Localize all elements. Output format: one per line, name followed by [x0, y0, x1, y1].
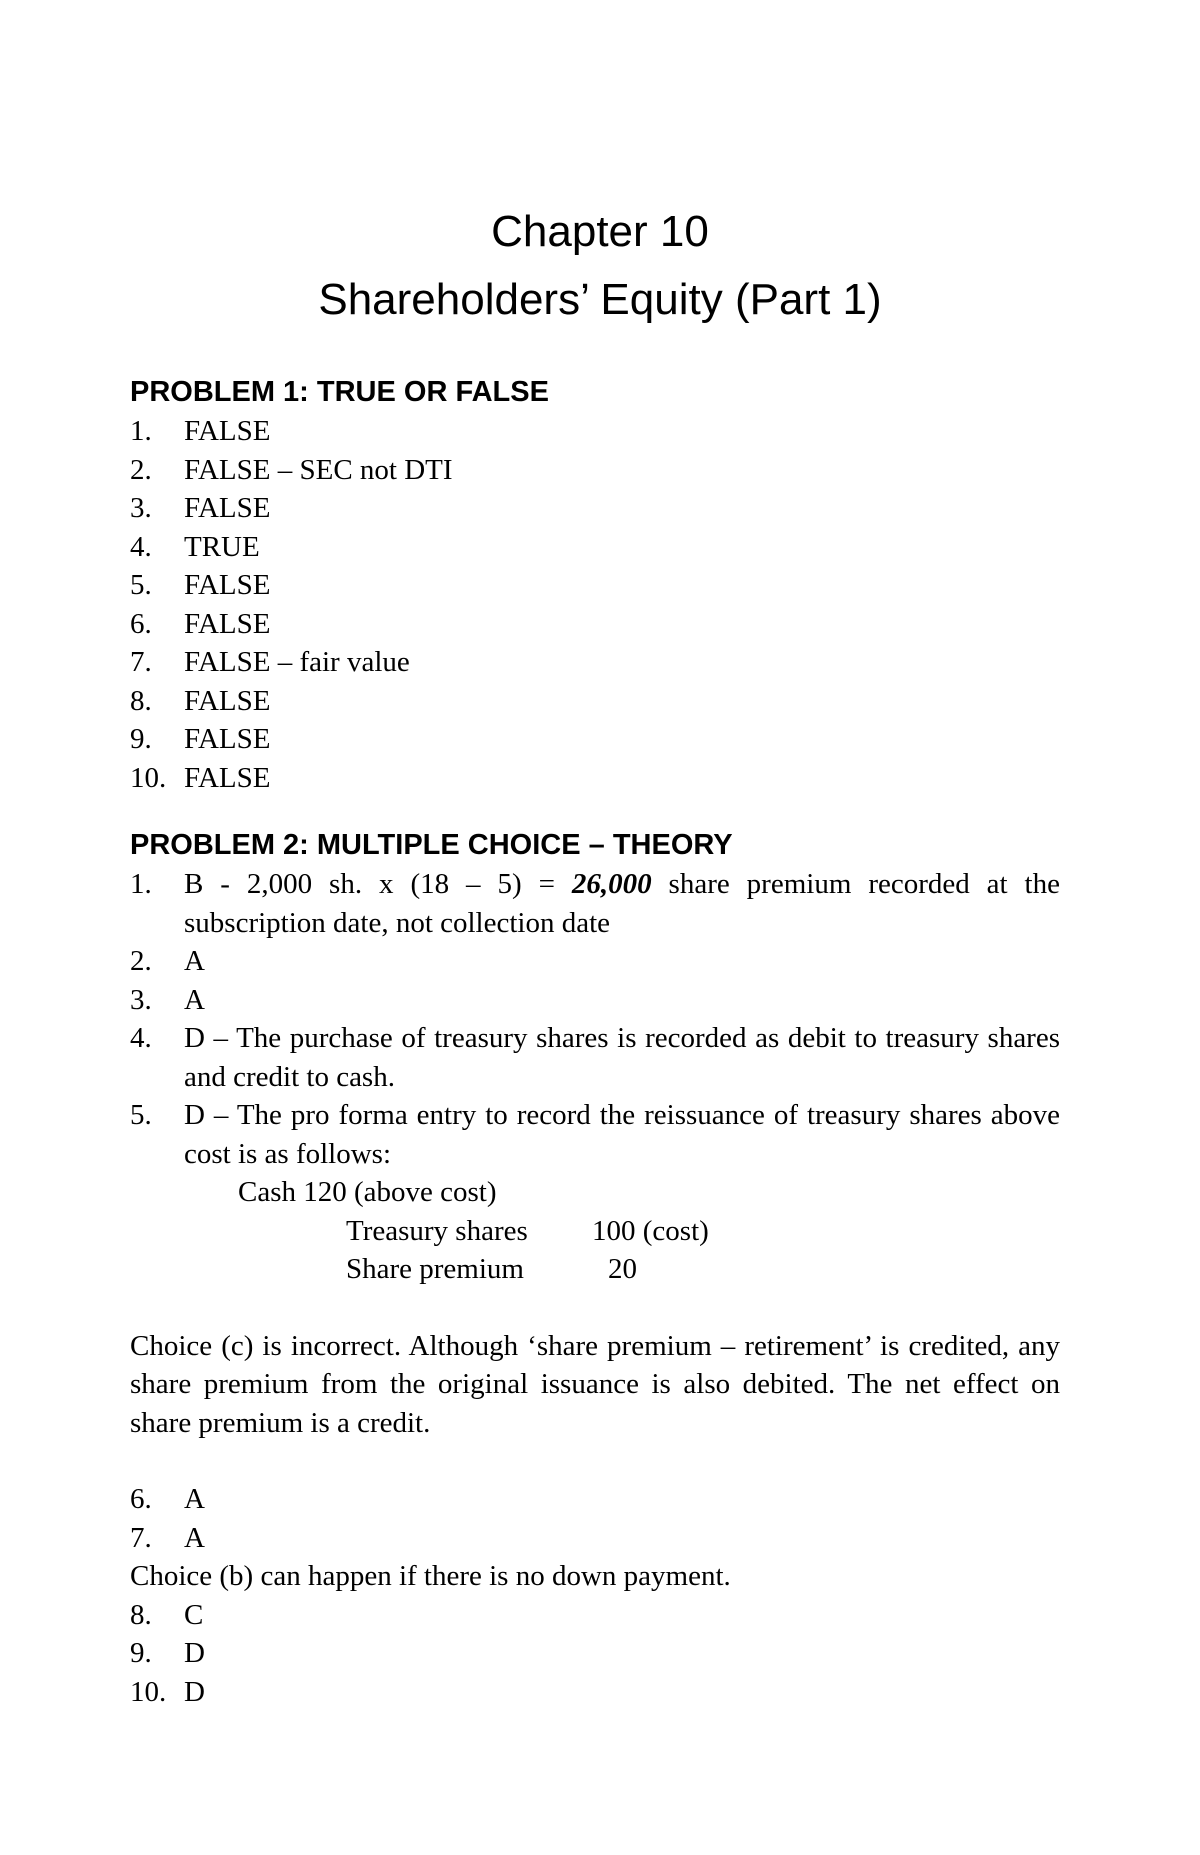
- item-text: D – The pro forma entry to record the reissuance of treasury shares above cost is as follows:: [184, 1099, 1060, 1170]
- item-text: A: [184, 1521, 205, 1554]
- item-number: 7.: [130, 1521, 152, 1554]
- item-text-pre: B - 2,000 sh. x (18 – 5) =: [184, 868, 572, 900]
- list-item: [130, 1096, 1060, 1173]
- list-item: [130, 451, 1060, 490]
- list-item: [130, 528, 1060, 567]
- list-item: [130, 1019, 1060, 1096]
- item-number: 9.: [130, 723, 152, 755]
- item-number: 6.: [130, 1483, 152, 1515]
- item-number: 8.: [130, 684, 152, 717]
- item-number: 5.: [130, 1099, 152, 1131]
- item-number: 9.: [130, 1637, 152, 1669]
- entry-cash-line: Cash 120 (above cost): [238, 1176, 497, 1208]
- journal-entry-debit: [130, 1173, 1060, 1212]
- note-choice-b: Choice (b) can happen if there is no down payment.: [130, 1560, 731, 1592]
- item-text: FALSE – SEC not DTI: [184, 453, 453, 486]
- item-text-post: share premium recorded at the subscription date, not collection date: [184, 868, 1060, 939]
- list-item: [130, 1596, 1060, 1635]
- item-text: FALSE: [184, 415, 271, 447]
- list-item: [130, 981, 1060, 1020]
- list-item: [130, 1634, 1060, 1673]
- list-item: [130, 1519, 1060, 1558]
- item-text: D: [184, 1637, 205, 1669]
- item-text: D: [184, 1675, 205, 1708]
- list-item: [130, 759, 1060, 798]
- item-number: 10.: [130, 761, 167, 794]
- item-text: FALSE: [184, 607, 271, 640]
- item-number: 10.: [130, 1675, 167, 1708]
- item-number: 5.: [130, 569, 152, 601]
- item-text: D – The purchase of treasury shares is recorded as debit to treasury shares and credit to cash.: [184, 1022, 1060, 1093]
- chapter-number: Chapter 10: [491, 207, 709, 256]
- item-text: TRUE: [184, 530, 260, 563]
- item-number: 2.: [130, 453, 152, 486]
- item-number: 3.: [130, 492, 152, 524]
- list-item: [130, 865, 1060, 942]
- item-text: A: [184, 983, 205, 1016]
- item-text: C: [184, 1598, 204, 1631]
- journal-entry-credit-premium: [130, 1250, 1060, 1289]
- item-number: 8.: [130, 1598, 152, 1631]
- entry-treasury-amount: 100 (cost): [592, 1214, 709, 1247]
- item-number: 1.: [130, 868, 152, 900]
- item-text: FALSE: [184, 569, 271, 601]
- item-number: 7.: [130, 646, 152, 678]
- problem2-heading: PROBLEM 2: MULTIPLE CHOICE – THEORY: [130, 829, 733, 861]
- entry-premium-amount: 20: [608, 1253, 637, 1285]
- list-item: [130, 1480, 1060, 1519]
- item-text: A: [184, 1483, 205, 1515]
- list-item: [130, 720, 1060, 759]
- answer-content: [130, 372, 1060, 1711]
- list-item: [130, 1673, 1060, 1712]
- note-choice-c: Choice (c) is incorrect. Although ‘share premium – retirement’ is credited, any share premium from the original issuance is also debited. The net effect on share premium is a credit.: [130, 1329, 1060, 1439]
- item-text: FALSE – fair value: [184, 646, 410, 678]
- item-number: 3.: [130, 983, 152, 1016]
- entry-premium-label: Share premium: [346, 1253, 524, 1285]
- problem1-list: [130, 412, 1060, 797]
- problem1-heading: PROBLEM 1: TRUE OR FALSE: [130, 376, 549, 408]
- chapter-subtitle: Shareholders’ Equity (Part 1): [318, 275, 882, 324]
- list-item: [130, 605, 1060, 644]
- list-item: [130, 682, 1060, 721]
- chapter-title: [0, 198, 1200, 334]
- item-number: 2.: [130, 945, 152, 977]
- item-number: 4.: [130, 530, 152, 563]
- item-text: FALSE: [184, 684, 271, 717]
- journal-entry-credit-treasury: [130, 1212, 1060, 1251]
- entry-treasury-label: Treasury shares: [346, 1214, 528, 1247]
- list-item: [130, 643, 1060, 682]
- list-item: [130, 412, 1060, 451]
- item-text: FALSE: [184, 761, 271, 794]
- item-number: 6.: [130, 607, 152, 640]
- item-text: A: [184, 945, 205, 977]
- list-item: [130, 489, 1060, 528]
- item-text: FALSE: [184, 492, 271, 524]
- item-highlight-value: 26,000: [571, 868, 652, 900]
- item-number: 1.: [130, 415, 152, 447]
- item-text: FALSE: [184, 723, 271, 755]
- item-number: 4.: [130, 1022, 152, 1054]
- list-item: [130, 942, 1060, 981]
- list-item: [130, 566, 1060, 605]
